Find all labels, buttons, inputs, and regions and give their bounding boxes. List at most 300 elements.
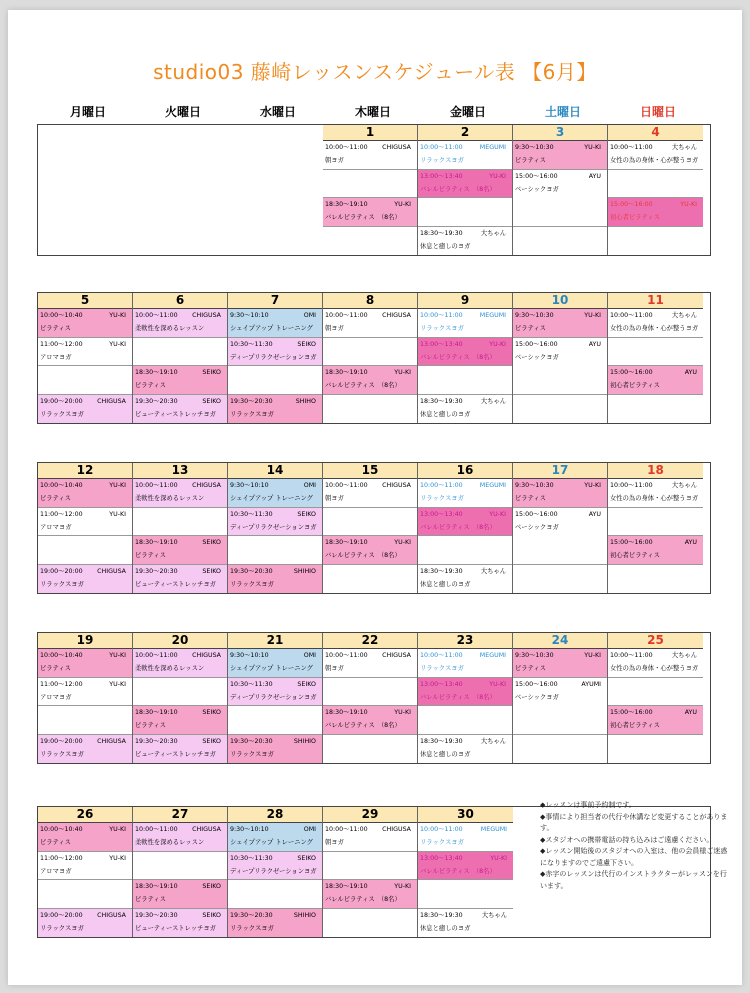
day-cell xyxy=(323,125,418,255)
lesson-teacher: 大ちゃん xyxy=(481,911,507,919)
lesson-slot[interactable] xyxy=(608,141,703,170)
lesson-class xyxy=(40,549,132,562)
lesson-class: シェイプアップ トレーニング xyxy=(230,325,313,332)
lesson-teacher: SHIHIO xyxy=(293,567,316,575)
lesson-slot xyxy=(228,880,322,909)
lesson-slot[interactable] xyxy=(38,508,132,537)
day-cell xyxy=(133,293,228,423)
lesson-class xyxy=(325,183,417,196)
lesson-time: 10:00～10:40 xyxy=(40,312,83,319)
lesson-slot[interactable] xyxy=(418,170,512,199)
day-number: 7 xyxy=(228,293,322,309)
lesson-slot[interactable] xyxy=(513,170,607,227)
lesson-slot[interactable] xyxy=(323,536,417,565)
lesson-slot[interactable] xyxy=(38,823,132,852)
lesson-class: ベーシックヨガ xyxy=(515,693,559,701)
day-cell xyxy=(513,293,608,423)
day-cell xyxy=(323,807,418,937)
lesson-time: 15:00～16:00 xyxy=(610,369,653,376)
lesson-time: 10:30～11:30 xyxy=(230,854,273,862)
lesson-slot[interactable] xyxy=(228,565,322,594)
day-number: 26 xyxy=(38,807,132,823)
note-line: ◆スタジオへの携帯電話の持ち込みはご遠慮ください。 xyxy=(540,835,714,844)
lesson-class: リラックスヨガ xyxy=(420,325,464,332)
lesson-slot[interactable] xyxy=(513,309,607,338)
lesson-slot xyxy=(608,227,703,256)
lesson-class: シェイプアップ トレーニング xyxy=(230,665,313,672)
lesson-slot[interactable] xyxy=(323,880,417,909)
lesson-class: ベーシックヨガ xyxy=(515,523,559,531)
lesson-time: 18:30～19:30 xyxy=(420,397,463,405)
day-number: 15 xyxy=(323,463,417,479)
lesson-time: 9:30～10:30 xyxy=(515,144,554,151)
lesson-class xyxy=(515,578,607,591)
day-cell xyxy=(608,125,703,255)
lesson-slot[interactable] xyxy=(513,479,607,508)
lesson-slot[interactable] xyxy=(133,823,227,852)
lesson-slot[interactable] xyxy=(608,706,703,735)
lesson-slot xyxy=(513,227,607,256)
lesson-slot[interactable] xyxy=(513,508,607,565)
lesson-time: 19:30～20:30 xyxy=(135,397,178,405)
lesson-teacher: 大ちゃん xyxy=(671,312,697,319)
lesson-slot[interactable] xyxy=(608,536,703,565)
lesson-teacher: YU-KI xyxy=(489,340,506,348)
lesson-slot[interactable] xyxy=(418,508,512,537)
lesson-slot[interactable] xyxy=(418,479,512,508)
lesson-slot[interactable] xyxy=(38,649,132,678)
lesson-teacher: SEIKO xyxy=(202,737,221,745)
lesson-class xyxy=(420,379,512,392)
lesson-teacher: YU-KI xyxy=(109,312,126,319)
lesson-slot[interactable] xyxy=(38,309,132,338)
lesson-slot[interactable] xyxy=(418,678,512,707)
lesson-slot[interactable] xyxy=(228,395,322,424)
lesson-class xyxy=(40,893,132,906)
lesson-slot[interactable] xyxy=(513,338,607,395)
lesson-teacher: SEIKO xyxy=(202,883,221,890)
day-number: 24 xyxy=(513,633,607,649)
lesson-teacher: MEGUMI xyxy=(479,652,506,659)
lesson-slot[interactable] xyxy=(228,649,322,678)
lesson-class: ビューティーストレッチヨガ xyxy=(135,924,216,932)
lesson-time: 9:30～10:10 xyxy=(230,652,269,659)
lesson-teacher: YU-KI xyxy=(109,826,126,833)
lesson-class: バレルピラティス （8名） xyxy=(325,722,401,729)
lesson-slot xyxy=(323,735,417,764)
lesson-slot[interactable] xyxy=(133,706,227,735)
lesson-slot[interactable] xyxy=(608,309,703,338)
lesson-slot[interactable] xyxy=(418,338,512,367)
lesson-slot[interactable] xyxy=(323,479,417,508)
lesson-slot xyxy=(38,880,132,909)
lesson-slot[interactable] xyxy=(133,735,227,764)
lesson-slot[interactable] xyxy=(133,479,227,508)
lesson-time: 11:00～12:00 xyxy=(40,854,83,862)
lesson-teacher: AYU xyxy=(588,510,601,518)
lesson-time: 10:00～11:00 xyxy=(325,826,368,833)
lesson-slot[interactable] xyxy=(608,198,703,227)
lesson-teacher: SEIKO xyxy=(202,369,221,376)
lesson-teacher: SEIKO xyxy=(202,539,221,546)
lesson-teacher: CHIGUSA xyxy=(192,652,221,659)
lesson-time: 10:00～11:00 xyxy=(610,312,653,319)
lesson-slot xyxy=(608,678,703,707)
lesson-slot[interactable] xyxy=(418,852,513,881)
lesson-slot[interactable] xyxy=(228,479,322,508)
lesson-slot[interactable] xyxy=(418,735,512,764)
lesson-time: 19:30～20:30 xyxy=(230,397,273,405)
lesson-teacher: 大ちゃん xyxy=(671,144,697,151)
day-number: 25 xyxy=(608,633,703,649)
lesson-slot[interactable] xyxy=(133,309,227,338)
lesson-class xyxy=(515,408,607,421)
weekday-wednesday: 水曜日 xyxy=(259,105,296,119)
lesson-teacher: YU-KI xyxy=(680,201,697,208)
lesson-slot[interactable] xyxy=(418,227,512,256)
lesson-slot xyxy=(323,678,417,707)
lesson-slot[interactable] xyxy=(418,395,512,424)
lesson-slot[interactable] xyxy=(38,852,132,881)
lesson-slot[interactable] xyxy=(228,852,322,881)
week-grid xyxy=(37,124,711,256)
lesson-slot[interactable] xyxy=(323,366,417,395)
lesson-slot[interactable] xyxy=(38,678,132,707)
lesson-time: 18:30～19:10 xyxy=(325,201,368,208)
lesson-time: 10:00～11:00 xyxy=(420,652,463,659)
day-number: 12 xyxy=(38,463,132,479)
lesson-slot[interactable] xyxy=(228,309,322,338)
day-number: 21 xyxy=(228,633,322,649)
lesson-slot[interactable] xyxy=(323,706,417,735)
lesson-class: ピラティス xyxy=(40,325,71,332)
lesson-slot xyxy=(228,706,322,735)
lesson-slot[interactable] xyxy=(38,565,132,594)
lesson-class: 初心者ピラティス xyxy=(610,382,660,389)
lesson-class: バレルピラティス （8名） xyxy=(420,523,496,531)
day-cell xyxy=(513,633,608,763)
lesson-class xyxy=(230,719,322,732)
lesson-slot[interactable] xyxy=(133,565,227,594)
lesson-teacher: 大ちゃん xyxy=(480,229,506,237)
lesson-class: ピラティス xyxy=(515,157,546,164)
lesson-class: アロマヨガ xyxy=(40,523,72,531)
lesson-class: 休息と癒しのヨガ xyxy=(420,750,471,758)
lesson-slot[interactable] xyxy=(38,395,132,424)
lesson-slot[interactable] xyxy=(133,536,227,565)
lesson-teacher: YU-KI xyxy=(394,201,411,208)
lesson-slot xyxy=(228,366,322,395)
day-cell xyxy=(38,293,133,423)
lesson-teacher: 大ちゃん xyxy=(480,397,506,405)
lesson-time: 10:00～10:40 xyxy=(40,482,83,489)
lesson-slot[interactable] xyxy=(608,366,703,395)
lesson-time: 9:30～10:30 xyxy=(515,482,554,489)
day-cell xyxy=(418,633,513,763)
lesson-slot[interactable] xyxy=(133,880,227,909)
lesson-slot[interactable] xyxy=(608,649,703,678)
day-cell xyxy=(418,125,513,255)
note-line: ◆事情により担当者の代行や休講など変更することがあります。 xyxy=(540,812,728,832)
lesson-time: 10:00～11:00 xyxy=(135,312,178,319)
lesson-slot[interactable] xyxy=(513,141,607,170)
lesson-slot xyxy=(133,338,227,367)
lesson-class: ピラティス xyxy=(515,325,546,332)
lesson-teacher: AYU xyxy=(588,340,601,348)
lesson-slot[interactable] xyxy=(133,366,227,395)
lesson-time: 9:30～10:30 xyxy=(515,652,554,659)
day-cell xyxy=(228,633,323,763)
day-cell xyxy=(608,633,703,763)
lesson-slot[interactable] xyxy=(418,309,512,338)
lesson-class: ピラティス xyxy=(515,495,546,502)
lesson-teacher: 大ちゃん xyxy=(480,567,506,575)
lesson-slot xyxy=(608,565,703,594)
lesson-class: 初心者ピラティス xyxy=(610,722,660,729)
lesson-class xyxy=(230,379,322,392)
lesson-time: 10:00～11:00 xyxy=(135,482,178,489)
lesson-class: 休息と癒しのヨガ xyxy=(420,580,471,588)
lesson-class: ピラティス xyxy=(40,665,71,672)
lesson-class xyxy=(40,719,132,732)
day-cell xyxy=(133,463,228,593)
lesson-teacher: OMI xyxy=(303,482,316,489)
lesson-class: 初心者ピラティス xyxy=(610,214,660,221)
lesson-teacher: SEIKO xyxy=(202,397,221,405)
lesson-slot[interactable] xyxy=(133,649,227,678)
lesson-class xyxy=(610,578,703,591)
lesson-time: 19:30～20:30 xyxy=(230,911,273,919)
lesson-class: 休息と癒しのヨガ xyxy=(420,924,471,932)
lesson-time: 18:30～19:30 xyxy=(420,911,463,919)
lesson-time: 18:30～19:30 xyxy=(420,229,463,237)
lesson-time: 19:00～20:00 xyxy=(40,737,83,745)
lesson-slot[interactable] xyxy=(228,678,322,707)
note-line: ◆赤字のレッスンは代行のインストラクターがレッスンを行います。 xyxy=(540,870,727,890)
lesson-class: リラックスヨガ xyxy=(420,665,464,672)
lesson-class: バレルピラティス （8名） xyxy=(420,867,496,875)
lesson-time: 10:00～11:00 xyxy=(420,826,463,833)
lesson-teacher: YU-KI xyxy=(584,482,601,489)
lesson-time: 10:00～11:00 xyxy=(325,144,368,151)
lesson-class xyxy=(325,408,417,421)
lesson-slot[interactable] xyxy=(513,649,607,678)
lesson-time: 10:00～10:40 xyxy=(40,826,83,833)
lesson-time: 18:30～19:10 xyxy=(135,883,178,890)
lesson-slot[interactable] xyxy=(608,479,703,508)
lesson-slot[interactable] xyxy=(228,735,322,764)
lesson-slot[interactable] xyxy=(323,141,417,170)
lesson-class xyxy=(135,521,227,534)
day-number: 27 xyxy=(133,807,227,823)
lesson-teacher: SHIHIO xyxy=(293,737,316,745)
lesson-time: 18:30～19:10 xyxy=(135,369,178,376)
lesson-slot xyxy=(513,565,607,594)
day-number: 5 xyxy=(38,293,132,309)
lesson-class: ベーシックヨガ xyxy=(515,353,559,361)
lesson-class xyxy=(325,351,417,364)
lesson-class: リラックスヨガ xyxy=(230,750,274,758)
lesson-slot xyxy=(38,366,132,395)
lesson-teacher: SEIKO xyxy=(202,567,221,575)
lesson-slot xyxy=(228,536,322,565)
day-number: 3 xyxy=(513,125,607,141)
lesson-slot[interactable] xyxy=(323,198,417,227)
lesson-slot[interactable] xyxy=(418,649,512,678)
lesson-teacher: YU-KI xyxy=(489,510,506,518)
lesson-slot[interactable] xyxy=(228,823,322,852)
lesson-slot xyxy=(608,338,703,367)
lesson-time: 19:30～20:30 xyxy=(135,911,178,919)
lesson-time: 10:00～11:00 xyxy=(610,652,653,659)
day-number: 30 xyxy=(418,807,513,823)
lesson-teacher: SEIKO xyxy=(297,510,316,518)
lesson-teacher: 大ちゃん xyxy=(671,652,697,659)
lesson-class xyxy=(610,351,703,364)
lesson-class: シェイプアップ トレーニング xyxy=(230,839,313,846)
lesson-slot[interactable] xyxy=(323,309,417,338)
lesson-class: ピラティス xyxy=(135,552,166,559)
lesson-time: 10:00～11:00 xyxy=(610,144,653,151)
lesson-time: 19:30～20:30 xyxy=(230,737,273,745)
day-number: 20 xyxy=(133,633,227,649)
weekday-tuesday: 火曜日 xyxy=(164,105,201,119)
lesson-slot[interactable] xyxy=(38,735,132,764)
lesson-time: 13:00～13:40 xyxy=(420,510,463,518)
lesson-class xyxy=(420,211,512,224)
day-cell xyxy=(513,125,608,255)
day-cell xyxy=(418,293,513,423)
lesson-teacher: CHIGUSA xyxy=(192,482,221,489)
lesson-teacher: SEIKO xyxy=(297,680,316,688)
lesson-slot[interactable] xyxy=(133,909,227,938)
lesson-time: 10:00～11:00 xyxy=(420,482,463,489)
lesson-class: 柔軟性を深めるレッスン xyxy=(135,325,205,332)
lesson-time: 19:00～20:00 xyxy=(40,397,83,405)
day-number: 11 xyxy=(608,293,703,309)
lesson-slot xyxy=(418,366,512,395)
lesson-time: 10:00～11:00 xyxy=(610,482,653,489)
day-cell xyxy=(418,807,513,937)
day-cell xyxy=(228,293,323,423)
lesson-time: 18:30～19:10 xyxy=(325,369,368,376)
lesson-slot[interactable] xyxy=(418,565,512,594)
weekday-friday: 金曜日 xyxy=(449,105,486,119)
lesson-time: 13:00～13:40 xyxy=(420,854,463,862)
lesson-time: 18:30～19:10 xyxy=(135,539,178,546)
lesson-slot xyxy=(608,735,703,764)
lesson-time: 10:00～11:00 xyxy=(135,826,178,833)
lesson-time: 13:00～13:40 xyxy=(420,680,463,688)
lesson-class: ビューティーストレッチヨガ xyxy=(135,410,216,418)
lesson-slot[interactable] xyxy=(323,649,417,678)
lesson-teacher: YU-KI xyxy=(394,539,411,546)
lesson-class: 休息と癒しのヨガ xyxy=(420,410,471,418)
lesson-slot[interactable] xyxy=(38,479,132,508)
lesson-teacher: YU-KI xyxy=(584,144,601,151)
lesson-class xyxy=(610,408,703,421)
lesson-time: 10:00～11:00 xyxy=(325,652,368,659)
lesson-slot[interactable] xyxy=(418,141,512,170)
lesson-teacher: YU-KI xyxy=(584,312,601,319)
day-number: 10 xyxy=(513,293,607,309)
lesson-time: 10:00～11:00 xyxy=(325,482,368,489)
lesson-teacher: MEGUMI xyxy=(479,482,506,489)
lesson-teacher: YU-KI xyxy=(109,510,126,518)
lesson-class: リラックスヨガ xyxy=(230,580,274,588)
lesson-time: 15:00～16:00 xyxy=(515,172,558,180)
lesson-class: リラックスヨガ xyxy=(40,924,84,932)
notes-box xyxy=(540,800,730,892)
lesson-time: 15:00～16:00 xyxy=(610,201,653,208)
lesson-time: 9:30～10:10 xyxy=(230,826,269,833)
day-number: 17 xyxy=(513,463,607,479)
lesson-time: 15:00～16:00 xyxy=(610,539,653,546)
lesson-class: ピラティス xyxy=(40,495,71,502)
day-number: 2 xyxy=(418,125,512,141)
lesson-teacher: AYUMI xyxy=(581,680,601,688)
lesson-class xyxy=(325,521,417,534)
lesson-class: 女性の為の身体・心が整うヨガ xyxy=(610,495,699,502)
lesson-class: リラックスヨガ xyxy=(230,410,274,418)
day-number: 18 xyxy=(608,463,703,479)
day-number: 13 xyxy=(133,463,227,479)
lesson-slot[interactable] xyxy=(513,678,607,735)
note-line: ◆レッスン開始後のスタジオへの入室は、他の会員様ご迷惑になりますのでご遠慮下さい。 xyxy=(540,847,728,867)
lesson-slot xyxy=(608,508,703,537)
day-cell xyxy=(228,807,323,937)
lesson-class xyxy=(135,351,227,364)
lesson-slot[interactable] xyxy=(228,909,322,938)
lesson-slot[interactable] xyxy=(133,395,227,424)
lesson-teacher: CHIGUSA xyxy=(382,826,411,833)
lesson-slot[interactable] xyxy=(323,823,417,852)
lesson-slot[interactable] xyxy=(228,508,322,537)
lesson-time: 11:00～12:00 xyxy=(40,340,83,348)
day-cell xyxy=(323,633,418,763)
lesson-time: 18:30～19:10 xyxy=(325,883,368,890)
lesson-slot xyxy=(323,852,417,881)
weekday-thursday: 木曜日 xyxy=(354,105,391,119)
weekday-monday: 月曜日 xyxy=(69,105,106,119)
lesson-slot xyxy=(133,508,227,537)
lesson-class: 朝ヨガ xyxy=(325,839,344,846)
lesson-slot xyxy=(608,395,703,424)
lesson-slot xyxy=(323,395,417,424)
day-number: 29 xyxy=(323,807,417,823)
lesson-teacher: SHIHO xyxy=(295,397,316,405)
lesson-class: ディープリラクゼーションヨガ xyxy=(230,693,317,701)
lesson-slot[interactable] xyxy=(418,823,513,852)
lesson-slot[interactable] xyxy=(38,909,132,938)
lesson-slot[interactable] xyxy=(418,909,513,938)
day-number: 4 xyxy=(608,125,703,141)
lesson-class: 柔軟性を深めるレッスン xyxy=(135,495,205,502)
day-cell xyxy=(323,293,418,423)
lesson-class xyxy=(40,379,132,392)
lesson-slot xyxy=(323,909,417,938)
lesson-class xyxy=(325,691,417,704)
lesson-slot[interactable] xyxy=(228,338,322,367)
lesson-class xyxy=(135,691,227,704)
lesson-class: リラックスヨガ xyxy=(420,839,464,846)
day-number: 16 xyxy=(418,463,512,479)
lesson-teacher: CHIGUSA xyxy=(97,567,126,575)
day-cell xyxy=(133,633,228,763)
lesson-slot[interactable] xyxy=(38,338,132,367)
lesson-class xyxy=(325,865,417,878)
lesson-slot xyxy=(323,227,417,256)
